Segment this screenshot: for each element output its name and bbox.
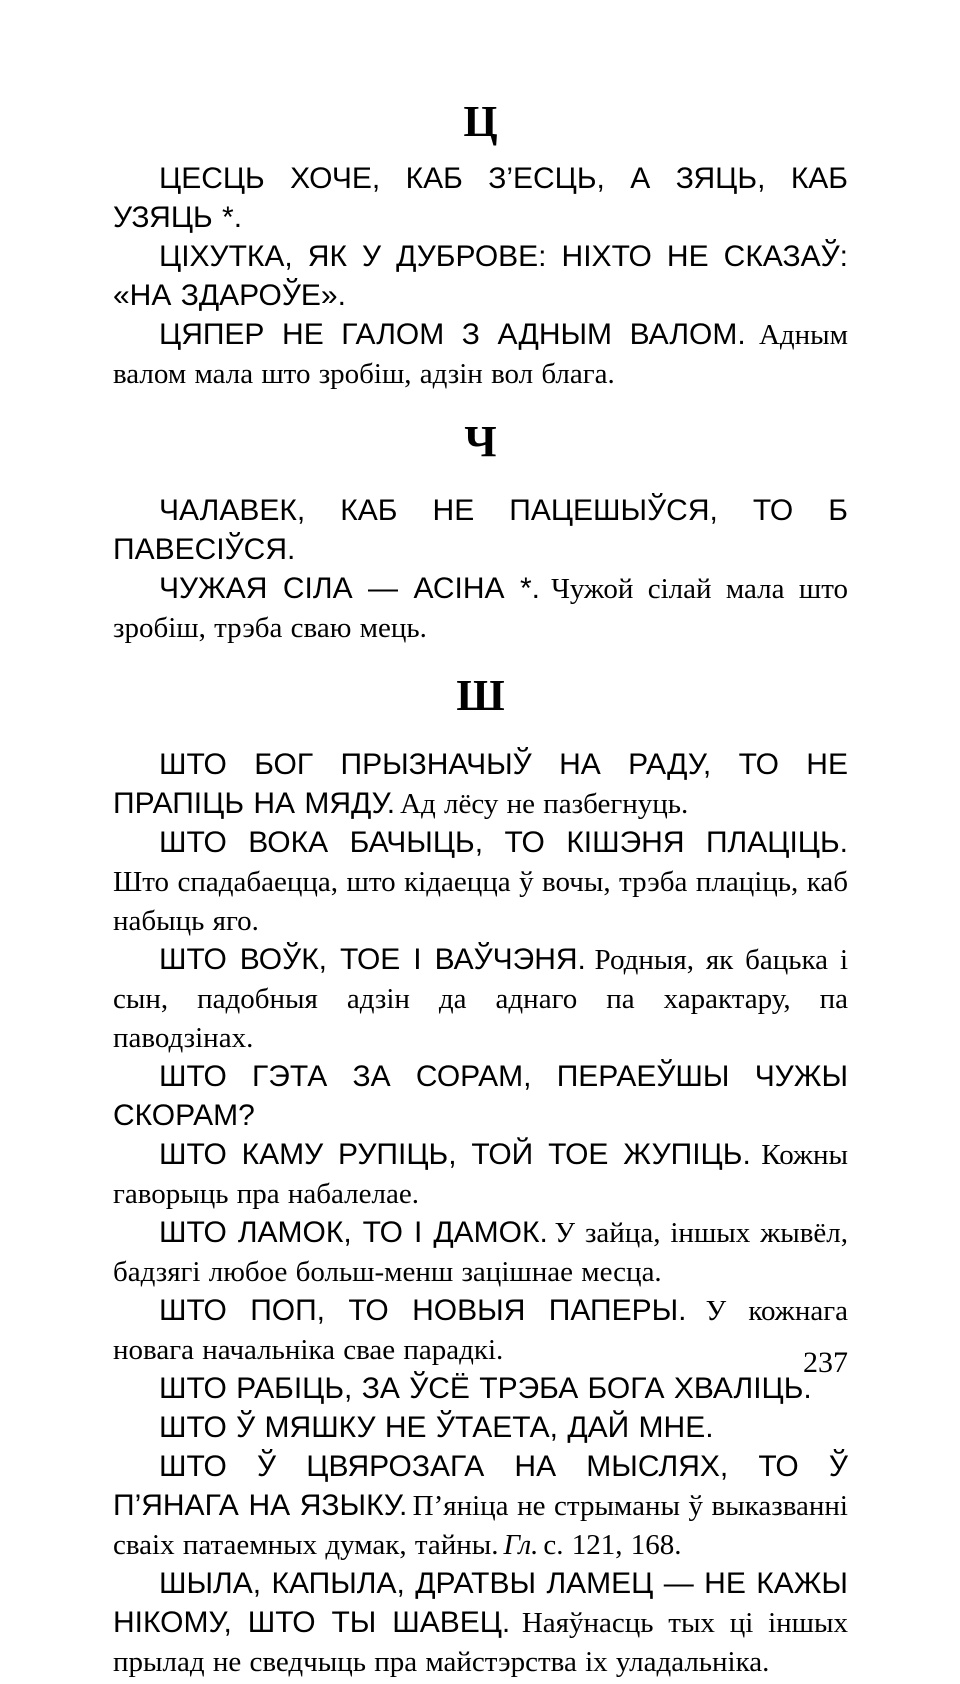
section-letter: Ч [464, 417, 497, 466]
proverb-entry [113, 748, 848, 826]
proverb-headword: ЧАЛАВЕК, КАБ НЕ ПАЦЕШЫЎСЯ, ТО Б ПАВЕСІЎСЯ. [113, 494, 848, 566]
proverb-headword: ЦІХУТКА, ЯК У ДУБРОВЕ: НІХТО НЕ СКАЗАЎ: «НА ЗДАРОЎЕ». [113, 240, 848, 312]
proverb-entry [113, 1294, 848, 1372]
proverb-gloss: Кожны гаворыць пра набалелае. [113, 1139, 849, 1210]
proverb-headword: ШЫЛА, КАПЫЛА, ДРАТВЫ ЛАМЕЦ — НЕ КАЖЫ НІКОМУ, ШТО ТЫ ШАВЕЦ. [113, 1567, 848, 1639]
proverb-gloss: Што спадабаецца, што кідаецца ў вочы, трэба плаціць, каб набыць яго. [113, 866, 848, 937]
proverb-headword: ШТО БОГ ПРЫЗНАЧЫЎ НА РАДУ, ТО НЕ ПРАПІЦЬ НА МЯДУ. [113, 748, 848, 820]
proverb-entry [113, 1450, 848, 1567]
proverb-entry [113, 318, 848, 396]
proverb-headword: ШТО ВОЎК, ТОЕ І ВАЎЧЭНЯ. [159, 943, 586, 976]
proverb-entry [113, 1567, 848, 1684]
proverb-entry [113, 572, 848, 650]
proverb-headword: ШТО ПОП, ТО НОВЫЯ ПАПЕРЫ. [159, 1294, 687, 1327]
page-number: 237 [803, 1346, 848, 1379]
proverb-headword: ЦЯПЕР НЕ ГАЛОМ З АДНЫМ ВАЛОМ. [159, 318, 746, 351]
proverb-entry [113, 1411, 848, 1450]
proverb-headword: ШТО ГЭТА ЗА СОРАМ, ПЕРАЕЎШЫ ЧУЖЫ СКОРАМ? [113, 1060, 848, 1132]
proverb-headword: ШТО КАМУ РУПІЦЬ, ТОЙ ТОЕ ЖУПІЦЬ. [159, 1138, 751, 1171]
proverb-entry [113, 494, 848, 572]
proverb-headword: ЧУЖАЯ СІЛА — АСІНА *. [159, 572, 540, 605]
proverb-entry [113, 826, 848, 943]
proverb-headword: ШТО РАБІЦЬ, ЗА ЎСЁ ТРЭБА БОГА ХВАЛІЦЬ. [159, 1372, 812, 1405]
proverb-entry [113, 240, 848, 318]
proverb-entry [113, 1060, 848, 1138]
proverb-gloss: У кожнага новага начальніка свае парадкі. [113, 1295, 849, 1366]
proverb-entry [113, 162, 848, 240]
cross-reference-label: Гл. [503, 1529, 539, 1561]
proverb-gloss: Чужой сілай мала што зробіш, трэба сваю мець. [113, 573, 849, 644]
proverb-gloss: П’яніца не стрыманы ў выказванні сваіх патаемных думак, тайны. [113, 1490, 848, 1561]
section-letter: Ц [463, 97, 498, 146]
proverb-entry [113, 943, 848, 1060]
proverb-gloss: Наяўнасць тых ці іншых прылад не сведчыць пра майстэрства іх уладальніка. [113, 1607, 848, 1678]
proverb-entry [113, 1372, 848, 1411]
proverb-gloss: Родныя, як бацька і сын, падобныя адзін да аднаго па характару, па паводзінах. [113, 944, 848, 1054]
proverb-headword: ЦЕСЦЬ ХОЧЕ, КАБ З’ЕСЦЬ, А ЗЯЦЬ, КАБ УЗЯЦЬ *. [113, 162, 848, 234]
proverb-entry [113, 1216, 848, 1294]
proverb-gloss: У зайца, іншых жывёл, бадзягі любое больш-менш зацішнае месца. [113, 1217, 849, 1288]
proverb-headword: ШТО Ў ЦВЯРОЗАГА НА МЫСЛЯХ, ТО Ў П’ЯНАГА НА ЯЗЫКУ. [113, 1450, 848, 1522]
proverb-entry [113, 1138, 848, 1216]
proverb-headword: ШТО ЛАМОК, ТО І ДАМОК. [159, 1216, 548, 1249]
page-body [113, 92, 848, 1684]
proverb-gloss: Ад лёсу не пазбегнуць. [400, 788, 689, 820]
proverb-gloss: Адным валом мала што зробіш, адзін вол блага. [113, 319, 848, 390]
proverb-headword: ШТО Ў МЯШКУ НЕ ЎТАЕТА, ДАЙ МНЕ. [159, 1411, 714, 1444]
section-letter: Ш [456, 671, 505, 720]
cross-reference-pages: с. 121, 168. [543, 1529, 682, 1561]
proverb-headword: ШТО ВОКА БАЧЫЦЬ, ТО КІШЭНЯ ПЛАЦІЦЬ. [159, 826, 848, 859]
